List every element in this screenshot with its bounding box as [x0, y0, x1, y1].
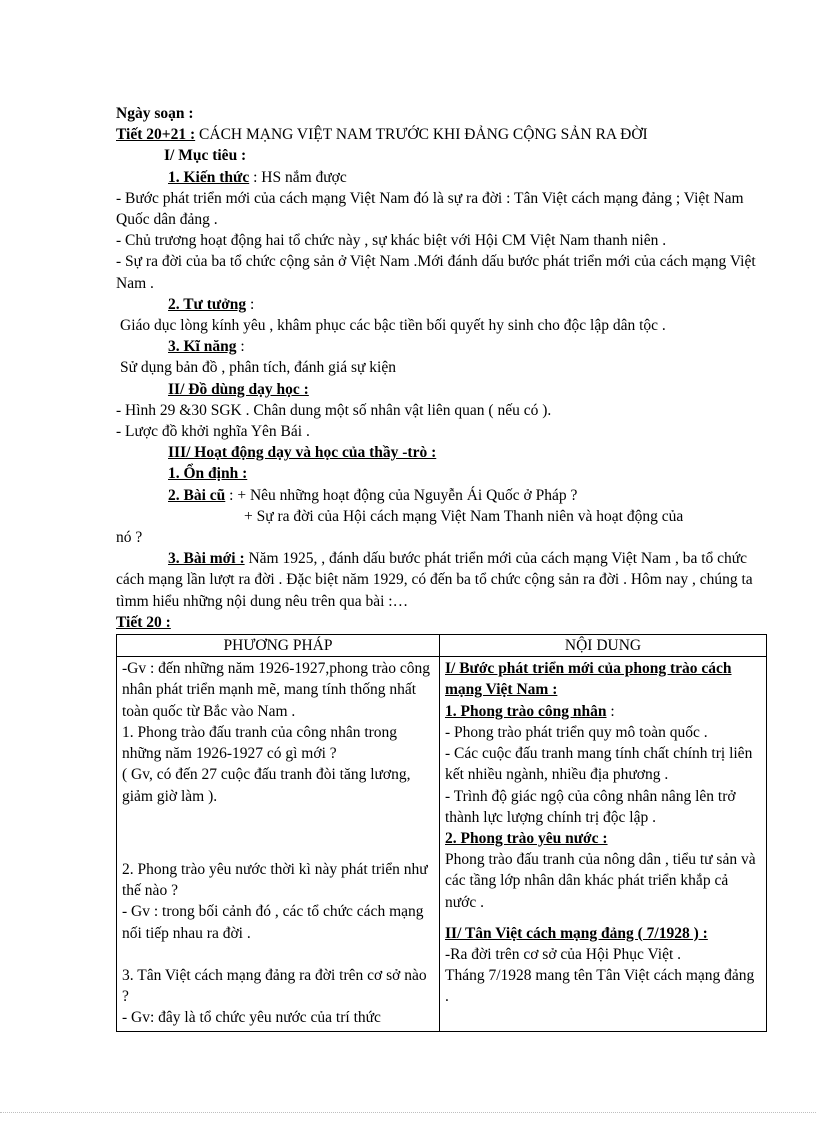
- lesson-table: [116, 634, 767, 1032]
- worker-suffix: :: [606, 702, 615, 720]
- activities-heading: III/ Hoạt động dạy và học của thầy -trò :: [168, 444, 437, 462]
- skills-suffix: :: [236, 338, 245, 356]
- stabilize-heading: 1. Ổn định :: [168, 465, 248, 483]
- new-lesson-paragraph: [116, 548, 766, 612]
- method-text: 1. Phong trào đấu tranh của công nhân trong những năm 1926-1927 có gì mới ?: [122, 723, 398, 763]
- period-label: Tiết 20 :: [116, 613, 171, 631]
- thought-text: Giáo dục lòng kính yêu , khâm phục các bậc tiền bối quyết hy sinh cho độc lập dân tộc .: [120, 317, 666, 335]
- spacer: [122, 944, 435, 965]
- old-lesson-line: [116, 485, 766, 506]
- patriotic-text: Phong trào đấu tranh của nông dân , tiểu tư sản và các tầng lớp nhân dân khác phát triển khắp cả nước .: [445, 851, 756, 911]
- knowledge-label: 1. Kiến thức: [168, 168, 250, 186]
- content-item: Tháng 7/1928 mang tên Tân Việt cách mạng đảng .: [445, 967, 755, 1006]
- section2-title: II/ Tân Việt cách mạng đảng ( 7/1928 ) :: [445, 924, 708, 942]
- thought-suffix: :: [246, 295, 255, 313]
- thought-heading: [116, 294, 766, 315]
- content-item: - Phong trào phát triển quy mô toàn quốc .: [445, 723, 708, 741]
- worker-title: 1. Phong trào công nhân: [445, 702, 607, 720]
- method-cell: [117, 657, 440, 1031]
- knowledge-item: - Bước phát triển mới của cách mạng Việt Nam đó là sự ra đời : Tân Việt cách mạng đảng ; Việt Nam Quốc dân đảng .: [116, 189, 744, 229]
- document-page: [116, 103, 766, 1032]
- new-lesson-label: 3. Bài mới :: [168, 550, 245, 568]
- content-column-header: NỘI DUNG: [440, 635, 767, 657]
- method-text: - Gv: đây là tổ chức yêu nước của trí thức: [122, 1009, 381, 1027]
- old-lesson-q1: : + Nêu những hoạt động của Nguyễn Ái Quốc ở Pháp ?: [225, 486, 578, 504]
- materials-heading: II/ Đồ dùng dạy học :: [168, 380, 309, 398]
- objectives-heading: I/ Mục tiêu :: [164, 147, 247, 165]
- table-row: [117, 657, 767, 1031]
- knowledge-heading: [116, 167, 766, 188]
- content-cell: [440, 657, 767, 1031]
- spacer: [122, 849, 435, 859]
- skills-heading: [116, 336, 766, 357]
- method-text: - Gv : trong bối cảnh đó , các tổ chức cách mạng nối tiếp nhau ra đời .: [122, 903, 424, 942]
- lesson-code: Tiết 20+21 :: [116, 126, 196, 144]
- page-bottom-border: [0, 1112, 816, 1113]
- date-line: [116, 103, 766, 124]
- method-text: ( Gv, có đến 27 cuộc đấu tranh đòi tăng lương, giảm giờ làm ).: [122, 766, 411, 805]
- spacer: [122, 807, 435, 828]
- knowledge-item: - Chủ trương hoạt động hai tổ chức này , sự khác biệt với Hội CM Việt Nam thanh niên .: [116, 232, 667, 250]
- worker-heading: [445, 701, 762, 722]
- old-lesson-label: 2. Bài cũ: [168, 486, 226, 504]
- patriotic-title: 2. Phong trào yêu nước :: [445, 829, 608, 847]
- method-text: 2. Phong trào yêu nước thời kì này phát triển như thế nào ?: [122, 861, 428, 900]
- materials-item: - Lược đồ khởi nghĩa Yên Bái .: [116, 423, 310, 441]
- thought-label: 2. Tư tưởng: [168, 295, 247, 313]
- method-text: -Gv : đến những năm 1926-1927,phong trào công nhân phát triển mạnh mẽ, mang tính thống nhất toàn quốc từ Bắc vào Nam .: [122, 660, 431, 720]
- knowledge-item: - Sự ra đời của ba tổ chức cộng sản ở Việt Nam .Mới đánh dấu bước phát triển mới của cách mạng Việt Nam .: [116, 253, 756, 292]
- new-lesson-text: Năm 1925, , đánh dấu bước phát triển mới của cách mạng Việt Nam , ba tổ chức cách mạng lần lượt ra đời . Đặc biệt năm 1929, có đến ba tổ chức cộng sản ra đời . Hôm nay , chúng ta tìmm hiểu những nội dung nêu trên qua bài :…: [116, 550, 753, 610]
- knowledge-suffix: : HS nắm được: [249, 168, 347, 186]
- old-lesson-q2-tail: nó ?: [116, 529, 143, 547]
- content-item: - Các cuộc đấu tranh mang tính chất chính trị liên kết nhiều ngành, nhiều địa phương .: [445, 745, 753, 784]
- old-lesson-q2: + Sự ra đời của Hội cách mạng Việt Nam Thanh niên và hoạt động của: [244, 507, 684, 525]
- spacer: [122, 828, 435, 849]
- method-column-header: PHƯƠNG PHÁP: [117, 635, 440, 657]
- content-item: -Ra đời trên cơ sở của Hội Phục Việt .: [445, 945, 682, 963]
- date-label: Ngày soạn :: [116, 105, 194, 122]
- section1-title: I/ Bước phát triển mới của phong trào cách mạng Việt Nam :: [445, 660, 732, 699]
- method-text: 3. Tân Việt cách mạng đảng ra đời trên cơ sở nào ?: [122, 967, 427, 1006]
- table-header-row: [117, 635, 767, 657]
- content-item: - Trình độ giác ngộ của công nhân nâng lên trở thành lực lượng chính trị độc lập .: [445, 787, 736, 826]
- spacer: [445, 913, 762, 923]
- lesson-title: CÁCH MẠNG VIỆT NAM TRƯỚC KHI ĐẢNG CỘNG SẢN RA ĐỜI: [195, 126, 648, 144]
- materials-item: - Hình 29 &30 SGK . Chân dung một số nhân vật liên quan ( nếu có ).: [116, 401, 552, 419]
- lesson-title-line: [116, 124, 766, 145]
- skills-text: Sử dụng bản đồ , phân tích, đánh giá sự kiện: [120, 359, 396, 377]
- skills-label: 3. Kĩ năng: [168, 338, 237, 356]
